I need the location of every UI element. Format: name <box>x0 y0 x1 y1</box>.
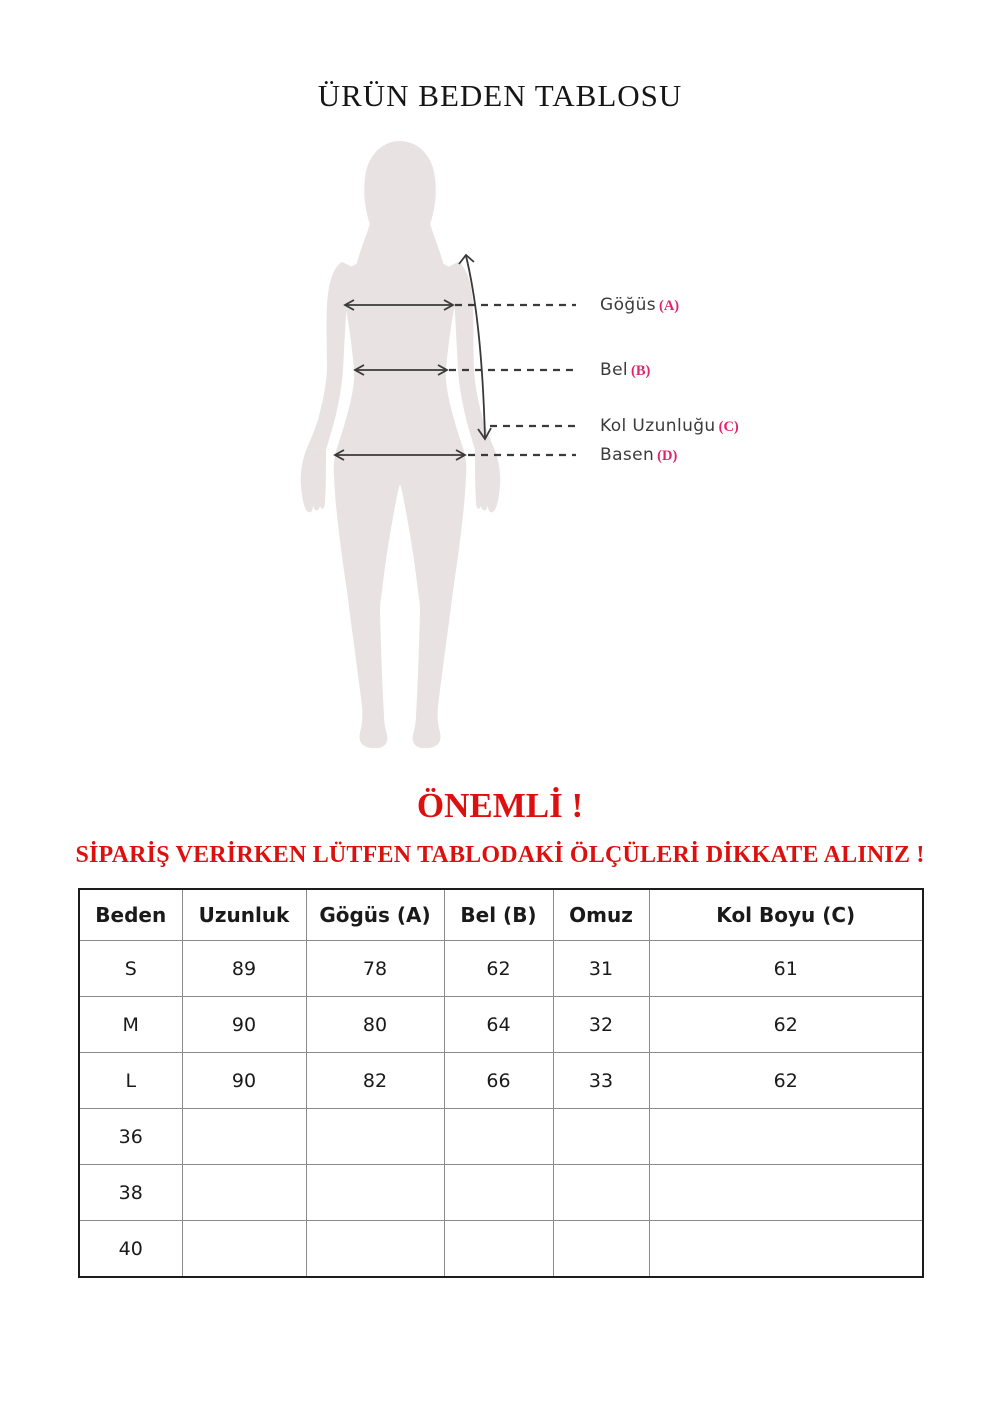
measure-cell <box>649 1221 923 1278</box>
measurement-code: (B) <box>631 363 651 379</box>
measure-cell <box>553 1165 649 1221</box>
measure-cell: 82 <box>306 1053 444 1109</box>
measure-cell: 80 <box>306 997 444 1053</box>
size-table <box>78 888 924 1278</box>
measurement-name: Göğüs <box>600 295 656 315</box>
measure-cell: 90 <box>182 997 306 1053</box>
table-row <box>79 1221 923 1278</box>
measure-cell: 62 <box>444 941 553 997</box>
warning-subheading: SİPARİŞ VERİRKEN LÜTFEN TABLODAKİ ÖLÇÜLERİ DİKKATE ALINIZ ! <box>75 842 925 868</box>
warning-heading: ÖNEMLİ ! <box>416 786 584 825</box>
measure-cell: 31 <box>553 941 649 997</box>
size-table-container <box>78 888 924 1278</box>
size-cell: 38 <box>79 1165 182 1221</box>
size-cell: 36 <box>79 1109 182 1165</box>
measure-cell: 66 <box>444 1053 553 1109</box>
measure-cell <box>444 1109 553 1165</box>
table-row <box>79 1165 923 1221</box>
silhouette-right-hand <box>475 448 500 512</box>
measure-cell <box>649 1109 923 1165</box>
column-header: Kol Boyu (C) <box>649 889 923 941</box>
measurement-label-basen <box>600 444 677 466</box>
page-title: ÜRÜN BEDEN TABLOSU <box>317 78 683 113</box>
measure-cell <box>306 1221 444 1278</box>
measure-cell <box>306 1165 444 1221</box>
measurement-label-kol-uzunlugu <box>600 415 739 437</box>
column-header: Gögüs (A) <box>306 889 444 941</box>
measure-cell <box>306 1109 444 1165</box>
measurement-label-gogus <box>600 294 679 316</box>
measure-cell: 32 <box>553 997 649 1053</box>
column-header: Bel (B) <box>444 889 553 941</box>
measure-cell <box>649 1165 923 1221</box>
measurement-code: (A) <box>659 298 680 314</box>
measurement-code: (D) <box>657 448 678 464</box>
table-row <box>79 941 923 997</box>
measurement-label-bel <box>600 359 650 381</box>
measure-cell <box>182 1109 306 1165</box>
measure-cell: 33 <box>553 1053 649 1109</box>
measurement-name: Kol Uzunluğu <box>600 416 716 436</box>
measurement-name: Bel <box>600 360 629 380</box>
silhouette-left-hand <box>301 448 326 512</box>
measure-cell: 62 <box>649 1053 923 1109</box>
silhouette-body <box>334 251 467 749</box>
size-cell: L <box>79 1053 182 1109</box>
measure-cell <box>444 1165 553 1221</box>
measure-cell <box>182 1221 306 1278</box>
measurement-diagram <box>280 136 760 760</box>
measure-cell: 89 <box>182 941 306 997</box>
measure-cell: 64 <box>444 997 553 1053</box>
measure-cell: 78 <box>306 941 444 997</box>
measure-cell: 62 <box>649 997 923 1053</box>
measure-cell <box>182 1165 306 1221</box>
column-header: Beden <box>79 889 182 941</box>
table-row <box>79 997 923 1053</box>
measure-cell <box>444 1221 553 1278</box>
size-cell: S <box>79 941 182 997</box>
column-header: Uzunluk <box>182 889 306 941</box>
size-cell: M <box>79 997 182 1053</box>
measure-cell: 61 <box>649 941 923 997</box>
header-row <box>79 889 923 941</box>
measurement-name: Basen <box>600 445 655 465</box>
column-header: Omuz <box>553 889 649 941</box>
body-measurement-figure <box>280 136 760 760</box>
measure-cell: 90 <box>182 1053 306 1109</box>
table-row <box>79 1109 923 1165</box>
measurement-code: (C) <box>718 419 739 435</box>
measure-cell <box>553 1221 649 1278</box>
measure-cell <box>553 1109 649 1165</box>
table-row <box>79 1053 923 1109</box>
size-cell: 40 <box>79 1221 182 1278</box>
